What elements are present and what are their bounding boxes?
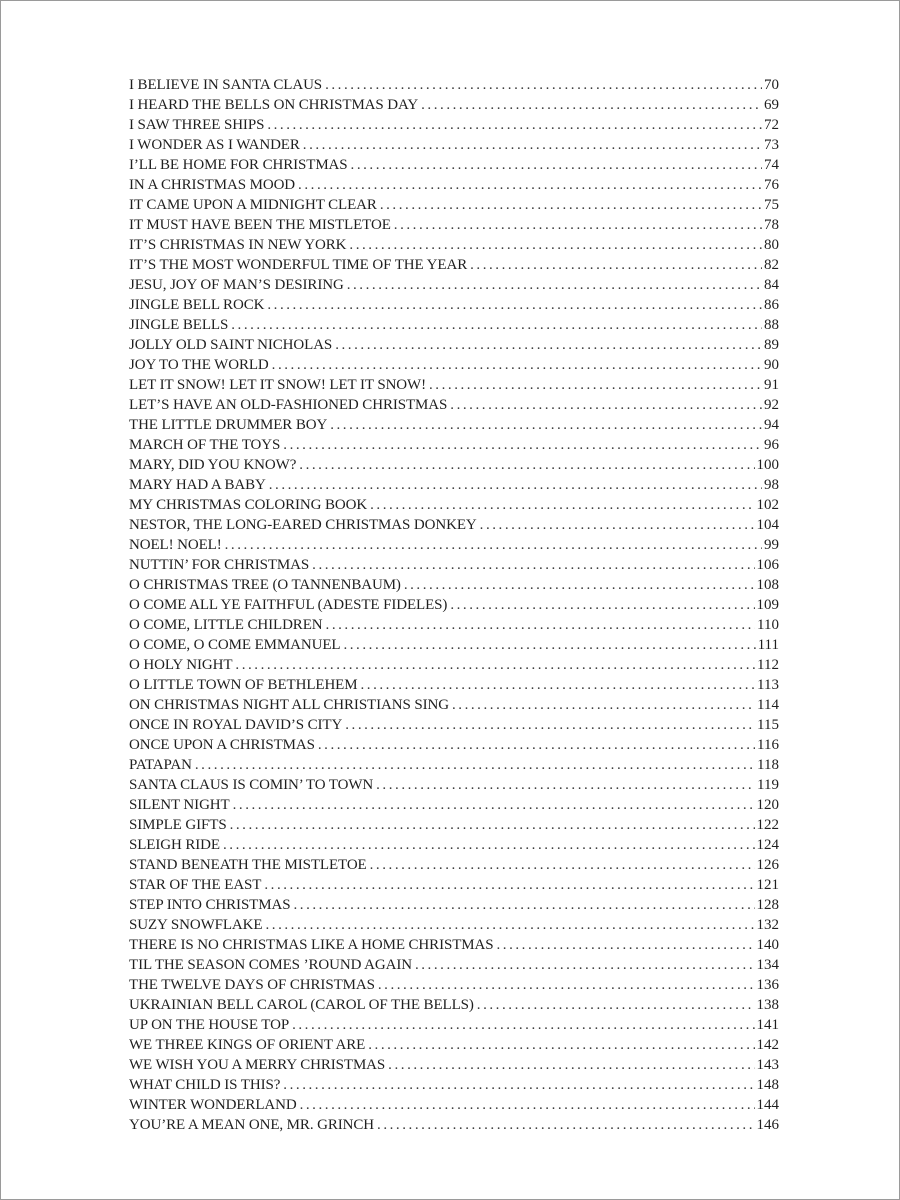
- toc-entry: [129, 795, 779, 815]
- toc-entry: [129, 715, 779, 735]
- dot-leader: [452, 695, 755, 715]
- dot-leader: [233, 795, 755, 815]
- toc-entry-title: MARY HAD A BABY: [129, 477, 266, 493]
- toc-entry-title: MARCH OF THE TOYS: [129, 437, 281, 453]
- toc-entry-page-number: 112: [757, 657, 779, 673]
- dot-leader: [370, 855, 755, 875]
- toc-entry-title: YOU’RE A MEAN ONE, MR. GRINCH: [129, 1117, 375, 1133]
- toc-entry-page-number: 86: [764, 297, 779, 313]
- toc-entry: [129, 1055, 779, 1075]
- toc-entry-page-number: 106: [756, 557, 779, 573]
- table-of-contents: [129, 75, 779, 1135]
- toc-entry-page-number: 121: [756, 877, 779, 893]
- toc-entry-page-number: 88: [764, 317, 779, 333]
- toc-entry: [129, 275, 779, 295]
- toc-entry-title: O COME, O COME EMMANUEL: [129, 637, 341, 653]
- toc-entry: [129, 195, 779, 215]
- toc-entry-page-number: 82: [764, 257, 779, 273]
- toc-entry-title: JOY TO THE WORLD: [129, 357, 269, 373]
- toc-entry: [129, 815, 779, 835]
- toc-entry-title: I’LL BE HOME FOR CHRISTMAS: [129, 157, 348, 173]
- dot-leader: [377, 1115, 754, 1135]
- toc-entry-title: I WONDER AS I WANDER: [129, 137, 300, 153]
- toc-entry: [129, 875, 779, 895]
- toc-entry: [129, 355, 779, 375]
- toc-entry: [129, 575, 779, 595]
- toc-entry: [129, 155, 779, 175]
- toc-entry-title: LET IT SNOW! LET IT SNOW! LET IT SNOW!: [129, 377, 426, 393]
- toc-entry-page-number: 89: [764, 337, 779, 353]
- toc-entry: [129, 835, 779, 855]
- toc-entry-title: MY CHRISTMAS COLORING BOOK: [129, 497, 368, 513]
- dot-leader: [230, 815, 755, 835]
- dot-leader: [283, 1075, 754, 1095]
- toc-entry-title: IN A CHRISTMAS MOOD: [129, 177, 296, 193]
- toc-entry-title: O COME, LITTLE CHILDREN: [129, 617, 323, 633]
- toc-entry-title: I HEARD THE BELLS ON CHRISTMAS DAY: [129, 97, 419, 113]
- toc-entry-title: THE TWELVE DAYS OF CHRISTMAS: [129, 977, 375, 993]
- toc-entry-title: IT MUST HAVE BEEN THE MISTLETOE: [129, 217, 391, 233]
- toc-entry: [129, 675, 779, 695]
- dot-leader: [300, 1095, 755, 1115]
- toc-entry-title: O COME ALL YE FAITHFUL (ADESTE FIDELES): [129, 597, 448, 613]
- dot-leader: [477, 995, 755, 1015]
- toc-entry-title: THERE IS NO CHRISTMAS LIKE A HOME CHRISTMAS: [129, 937, 494, 953]
- dot-leader: [292, 1015, 754, 1035]
- toc-entry-page-number: 96: [764, 437, 779, 453]
- toc-entry-page-number: 99: [764, 537, 779, 553]
- dot-leader: [330, 415, 762, 435]
- toc-entry-page-number: 134: [756, 957, 779, 973]
- dot-leader: [376, 775, 755, 795]
- toc-entry-page-number: 111: [757, 637, 779, 653]
- dot-leader: [343, 635, 755, 655]
- toc-entry-page-number: 141: [756, 1017, 779, 1033]
- toc-entry: [129, 215, 779, 235]
- toc-entry-page-number: 76: [764, 177, 779, 193]
- dot-leader: [231, 315, 762, 335]
- toc-entry-page-number: 119: [757, 777, 779, 793]
- toc-entry-title: O CHRISTMAS TREE (O TANNENBAUM): [129, 577, 401, 593]
- toc-entry-page-number: 132: [756, 917, 779, 933]
- toc-entry-page-number: 124: [756, 837, 779, 853]
- toc-entry-page-number: 126: [756, 857, 779, 873]
- dot-leader: [345, 715, 755, 735]
- dot-leader: [283, 435, 762, 455]
- toc-entry-title: SILENT NIGHT: [129, 797, 230, 813]
- toc-entry: [129, 295, 779, 315]
- toc-entry-title: WHAT CHILD IS THIS?: [129, 1077, 281, 1093]
- dot-leader: [351, 155, 762, 175]
- toc-entry-title: JOLLY OLD SAINT NICHOLAS: [129, 337, 333, 353]
- dot-leader: [312, 555, 754, 575]
- toc-entry-title: UKRAINIAN BELL CAROL (CAROL OF THE BELLS): [129, 997, 474, 1013]
- toc-entry-page-number: 122: [756, 817, 779, 833]
- toc-entry: [129, 615, 779, 635]
- dot-leader: [299, 455, 754, 475]
- toc-entry-title: PATAPAN: [129, 757, 192, 773]
- toc-entry-title: IT’S THE MOST WONDERFUL TIME OF THE YEAR: [129, 257, 468, 273]
- toc-entry-page-number: 84: [764, 277, 779, 293]
- toc-entry-page-number: 115: [757, 717, 779, 733]
- toc-entry-title: SUZY SNOWFLAKE: [129, 917, 263, 933]
- toc-entry: [129, 435, 779, 455]
- dot-leader: [480, 515, 755, 535]
- dot-leader: [335, 335, 762, 355]
- toc-entry-title: JESU, JOY OF MAN’S DESIRING: [129, 277, 344, 293]
- toc-entry-title: SIMPLE GIFTS: [129, 817, 227, 833]
- toc-entry: [129, 1075, 779, 1095]
- toc-entry: [129, 1035, 779, 1055]
- toc-entry-page-number: 72: [764, 117, 779, 133]
- dot-leader: [195, 755, 755, 775]
- toc-entry: [129, 695, 779, 715]
- toc-entry-page-number: 118: [757, 757, 779, 773]
- toc-entry: [129, 1115, 779, 1135]
- toc-entry-page-number: 90: [764, 357, 779, 373]
- toc-entry-page-number: 69: [764, 97, 779, 113]
- toc-entry: [129, 1015, 779, 1035]
- dot-leader: [370, 495, 754, 515]
- dot-leader: [429, 375, 762, 395]
- toc-entry: [129, 915, 779, 935]
- toc-entry: [129, 535, 779, 555]
- toc-entry-title: IT’S CHRISTMAS IN NEW YORK: [129, 237, 347, 253]
- toc-entry: [129, 995, 779, 1015]
- dot-leader: [378, 975, 755, 995]
- dot-leader: [349, 235, 762, 255]
- dot-leader: [293, 895, 754, 915]
- toc-entry-title: O HOLY NIGHT: [129, 657, 233, 673]
- toc-entry-page-number: 94: [764, 417, 779, 433]
- dot-leader: [450, 395, 762, 415]
- toc-entry: [129, 395, 779, 415]
- toc-entry-title: WE THREE KINGS OF ORIENT ARE: [129, 1037, 366, 1053]
- toc-entry-title: ONCE UPON A CHRISTMAS: [129, 737, 315, 753]
- toc-entry: [129, 255, 779, 275]
- toc-entry: [129, 855, 779, 875]
- toc-entry: [129, 75, 779, 95]
- toc-entry-page-number: 73: [764, 137, 779, 153]
- toc-entry: [129, 175, 779, 195]
- toc-entry-page-number: 75: [764, 197, 779, 213]
- toc-entry-page-number: 78: [764, 217, 779, 233]
- toc-entry-page-number: 142: [756, 1037, 779, 1053]
- toc-entry: [129, 935, 779, 955]
- toc-entry-title: MARY, DID YOU KNOW?: [129, 457, 297, 473]
- toc-entry-page-number: 140: [756, 937, 779, 953]
- dot-leader: [223, 835, 755, 855]
- toc-entry-page-number: 104: [756, 517, 779, 533]
- toc-entry: [129, 235, 779, 255]
- dot-leader: [347, 275, 762, 295]
- toc-entry: [129, 115, 779, 135]
- toc-entry-title: WINTER WONDERLAND: [129, 1097, 297, 1113]
- dot-leader: [303, 135, 762, 155]
- toc-entry: [129, 335, 779, 355]
- dot-leader: [267, 115, 762, 135]
- toc-entry-page-number: 98: [764, 477, 779, 493]
- dot-leader: [272, 355, 762, 375]
- toc-entry-title: TIL THE SEASON COMES ’ROUND AGAIN: [129, 957, 412, 973]
- toc-entry-page-number: 91: [764, 377, 779, 393]
- toc-entry-title: NESTOR, THE LONG-EARED CHRISTMAS DONKEY: [129, 517, 477, 533]
- toc-entry: [129, 315, 779, 335]
- toc-entry: [129, 455, 779, 475]
- toc-entry: [129, 515, 779, 535]
- dot-leader: [267, 295, 762, 315]
- dot-leader: [325, 75, 762, 95]
- toc-entry: [129, 775, 779, 795]
- dot-leader: [421, 95, 762, 115]
- toc-entry: [129, 755, 779, 775]
- toc-entry-page-number: 148: [756, 1077, 779, 1093]
- toc-entry-title: NOEL! NOEL!: [129, 537, 222, 553]
- toc-entry: [129, 735, 779, 755]
- dot-leader: [269, 475, 762, 495]
- toc-entry: [129, 475, 779, 495]
- toc-entry-title: JINGLE BELL ROCK: [129, 297, 265, 313]
- toc-entry-page-number: 113: [757, 677, 779, 693]
- toc-entry-title: STAND BENEATH THE MISTLETOE: [129, 857, 367, 873]
- toc-entry: [129, 95, 779, 115]
- toc-entry-page-number: 108: [756, 577, 779, 593]
- dot-leader: [326, 615, 756, 635]
- toc-entry-title: ONCE IN ROYAL DAVID’S CITY: [129, 717, 343, 733]
- toc-entry-page-number: 70: [764, 77, 779, 93]
- toc-entry-page-number: 136: [756, 977, 779, 993]
- dot-leader: [318, 735, 755, 755]
- toc-entry-page-number: 144: [756, 1097, 779, 1113]
- toc-entry: [129, 895, 779, 915]
- toc-entry-page-number: 92: [764, 397, 779, 413]
- toc-entry-title: I BELIEVE IN SANTA CLAUS: [129, 77, 323, 93]
- toc-entry-page-number: 100: [756, 457, 779, 473]
- toc-entry-title: THE LITTLE DRUMMER BOY: [129, 417, 328, 433]
- dot-leader: [380, 195, 762, 215]
- toc-entry: [129, 595, 779, 615]
- dot-leader: [360, 675, 755, 695]
- toc-entry-page-number: 74: [764, 157, 779, 173]
- toc-entry-title: I SAW THREE SHIPS: [129, 117, 265, 133]
- toc-entry-title: WE WISH YOU A MERRY CHRISTMAS: [129, 1057, 386, 1073]
- dot-leader: [298, 175, 762, 195]
- toc-entry: [129, 135, 779, 155]
- dot-leader: [394, 215, 762, 235]
- dot-leader: [264, 875, 754, 895]
- toc-entry: [129, 415, 779, 435]
- dot-leader: [235, 655, 755, 675]
- toc-entry-title: IT CAME UPON A MIDNIGHT CLEAR: [129, 197, 377, 213]
- toc-entry-page-number: 146: [756, 1117, 779, 1133]
- toc-entry-page-number: 128: [756, 897, 779, 913]
- toc-entry-page-number: 116: [757, 737, 779, 753]
- toc-entry-page-number: 110: [757, 617, 779, 633]
- dot-leader: [225, 535, 762, 555]
- toc-entry: [129, 375, 779, 395]
- toc-entry-page-number: 109: [756, 597, 779, 613]
- toc-entry: [129, 955, 779, 975]
- dot-leader: [404, 575, 755, 595]
- toc-entry: [129, 635, 779, 655]
- toc-entry-title: NUTTIN’ FOR CHRISTMAS: [129, 557, 310, 573]
- toc-entry-page-number: 114: [757, 697, 779, 713]
- toc-entry: [129, 495, 779, 515]
- dot-leader: [415, 955, 755, 975]
- dot-leader: [470, 255, 762, 275]
- toc-entry: [129, 975, 779, 995]
- toc-entry: [129, 1095, 779, 1115]
- toc-entry-page-number: 120: [756, 797, 779, 813]
- toc-entry-title: UP ON THE HOUSE TOP: [129, 1017, 290, 1033]
- dot-leader: [450, 595, 754, 615]
- dot-leader: [496, 935, 754, 955]
- dot-leader: [265, 915, 754, 935]
- toc-entry-title: STEP INTO CHRISTMAS: [129, 897, 291, 913]
- toc-entry-title: LET’S HAVE AN OLD-FASHIONED CHRISTMAS: [129, 397, 448, 413]
- toc-entry-page-number: 138: [756, 997, 779, 1013]
- toc-entry-title: JINGLE BELLS: [129, 317, 229, 333]
- toc-entry-page-number: 102: [756, 497, 779, 513]
- toc-entry-title: O LITTLE TOWN OF BETHLEHEM: [129, 677, 358, 693]
- dot-leader: [368, 1035, 754, 1055]
- toc-entry-title: STAR OF THE EAST: [129, 877, 262, 893]
- toc-entry: [129, 655, 779, 675]
- toc-entry-title: SANTA CLAUS IS COMIN’ TO TOWN: [129, 777, 374, 793]
- toc-entry-page-number: 143: [756, 1057, 779, 1073]
- dot-leader: [388, 1055, 754, 1075]
- toc-entry-title: ON CHRISTMAS NIGHT ALL CHRISTIANS SING: [129, 697, 449, 713]
- toc-entry: [129, 555, 779, 575]
- toc-entry-page-number: 80: [764, 237, 779, 253]
- toc-entry-title: SLEIGH RIDE: [129, 837, 220, 853]
